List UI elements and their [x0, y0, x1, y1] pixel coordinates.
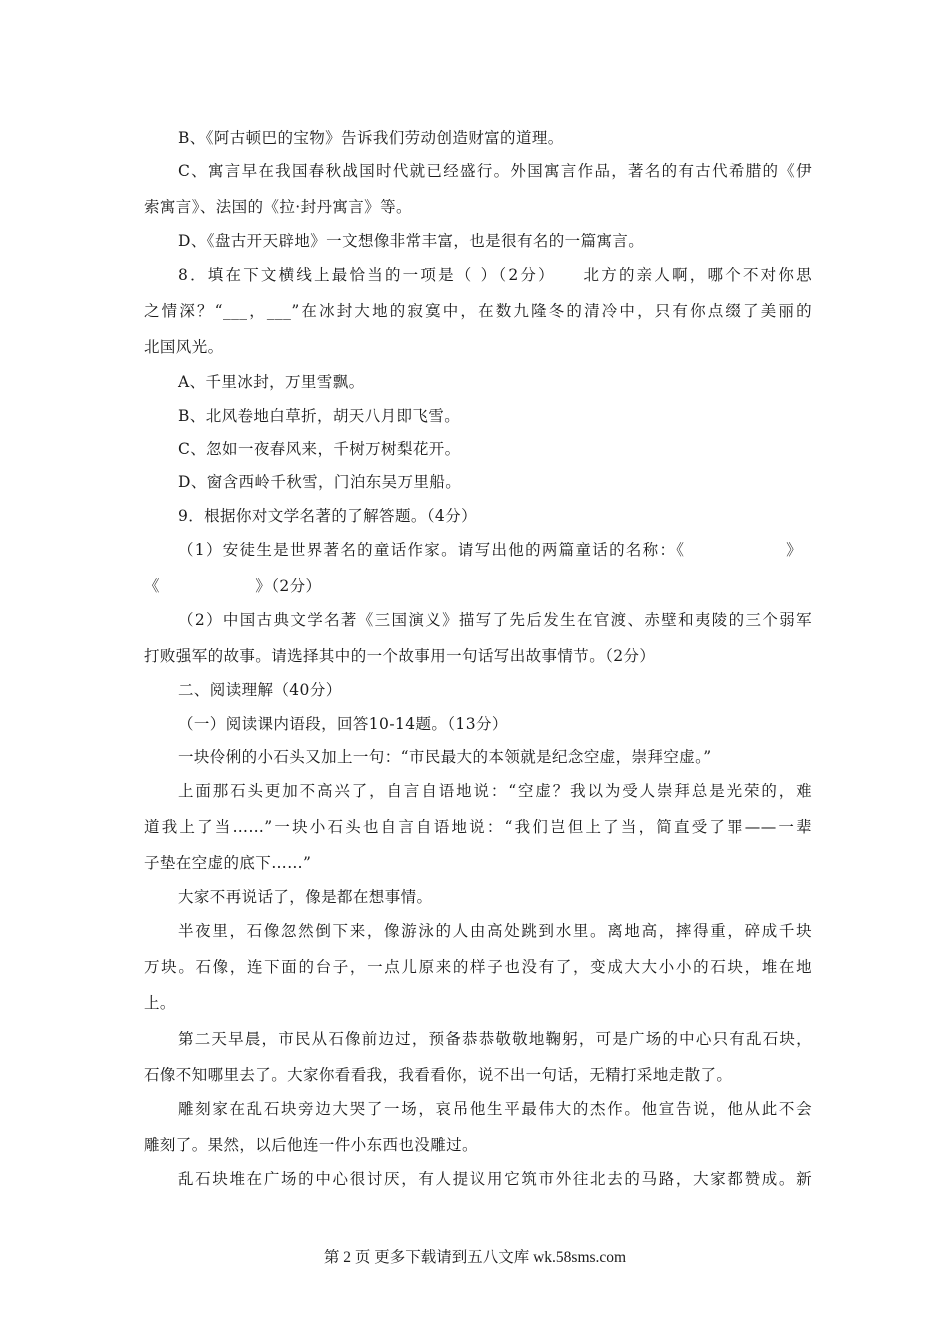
text-line: 雕刻家在乱石块旁边大哭了一场，哀吊他生平最伟大的杰作。他宣告说，他从此不会 [178, 1100, 812, 1118]
text-line: 9．根据你对文学名著的了解答题。（4分） [178, 507, 477, 525]
text-line: C、寓言早在我国春秋战国时代就已经盛行。外国寓言作品，著名的有古代希腊的《伊 [178, 162, 812, 180]
text-line: 《 》（2分） [144, 577, 322, 595]
text-line: 道我上了当……”一块小石头也自言自语地说：“我们岂但上了当，简直受了罪——一辈 [144, 818, 812, 836]
text-line: D、窗含西岭千秋雪，门泊东吴万里船。 [178, 473, 462, 491]
text-line: 索寓言》、法国的《拉·封丹寓言》等。 [144, 198, 412, 216]
text-line: 上面那石头更加不高兴了，自言自语地说：“空虚？我以为受人崇拜总是光荣的，难 [178, 782, 812, 800]
subsection-heading: （一）阅读课内语段，回答10-14题。（13分） [178, 715, 508, 733]
text-line: D、《盘古开天辟地》一文想像非常丰富，也是很有名的一篇寓言。 [178, 232, 645, 250]
text-line: 打败强军的故事。请选择其中的一个故事用一句话写出故事情节。（2分） [144, 647, 656, 665]
text-line: C、忽如一夜春风来，千树万树梨花开。 [178, 440, 461, 458]
text-line: 第二天早晨，市民从石像前边过，预备恭恭敬敬地鞠躬，可是广场的中心只有乱石块， [178, 1030, 812, 1048]
text-line: 8．填在下文横线上最恰当的一项是（ ）（2分） 北方的亲人啊，哪个不对你思 [178, 266, 812, 284]
text-line: （2）中国古典文学名著《三国演义》描写了先后发生在官渡、赤壁和夷陵的三个弱军 [178, 611, 812, 629]
text-line: 之情深？“___，___”在冰封大地的寂寞中，在数九隆冬的清冷中，只有你点缀了美丽的 [144, 302, 812, 320]
text-line: 子垫在空虚的底下……” [144, 854, 312, 872]
page-footer: 第 2 页 更多下载请到五八文库 wk.58sms.com [323, 1249, 627, 1266]
text-line: 一块伶俐的小石头又加上一句：“市民最大的本领就是纪念空虚，崇拜空虚。” [178, 748, 712, 766]
text-line: 雕刻了。果然，以后他连一件小东西也没雕过。 [144, 1136, 478, 1154]
text-line: 大家不再说话了，像是都在想事情。 [178, 888, 433, 906]
text-line: （1）安徒生是世界著名的童话作家。请写出他的两篇童话的名称：《 》 [178, 541, 802, 559]
text-line: 万块。石像，连下面的台子，一点儿原来的样子也没有了，变成大大小小的石块，堆在地 [144, 958, 812, 976]
text-line: A、千里冰封，万里雪飘。 [178, 373, 365, 391]
text-line: 上。 [144, 994, 176, 1012]
text-line: 石像不知哪里去了。大家你看看我，我看看你，说不出一句话，无精打采地走散了。 [144, 1066, 733, 1084]
text-line: B、北风卷地白草折，胡天八月即飞雪。 [178, 407, 461, 425]
text-line: 半夜里，石像忽然倒下来，像游泳的人由高处跳到水里。离地高，摔得重，碎成千块 [178, 922, 812, 940]
text-line: 乱石块堆在广场的中心很讨厌，有人提议用它筑市外往北去的马路，大家都赞成。新 [178, 1170, 812, 1188]
text-line: 北国风光。 [144, 338, 224, 356]
text-line: B、《阿古顿巴的宝物》告诉我们劳动创造财富的道理。 [178, 129, 564, 147]
section-heading: 二、阅读理解（40分） [178, 681, 342, 699]
